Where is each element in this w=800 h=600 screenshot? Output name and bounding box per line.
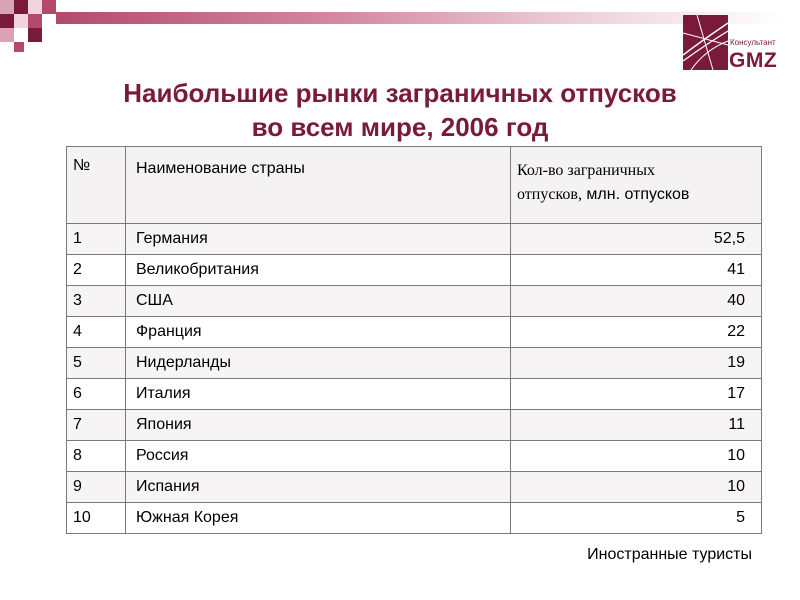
row-value: 41 <box>511 255 762 286</box>
row-value: 52,5 <box>511 224 762 255</box>
row-number: 3 <box>67 286 126 317</box>
row-country: Великобритания <box>126 255 511 286</box>
table-row <box>67 441 762 472</box>
row-country: Южная Корея <box>126 503 511 534</box>
row-country: Россия <box>126 441 511 472</box>
countries-table <box>66 146 762 534</box>
row-number: 8 <box>67 441 126 472</box>
row-value: 10 <box>511 472 762 503</box>
logo-big-text: GMZ <box>729 49 778 72</box>
title-line-2: во всем мире, 2006 год <box>251 112 549 142</box>
logo-mark-icon <box>683 15 728 70</box>
row-country: Нидерланды <box>126 348 511 379</box>
header-number: № <box>67 147 126 224</box>
header-gradient-bar <box>56 12 784 24</box>
table-row <box>67 255 762 286</box>
row-value: 17 <box>511 379 762 410</box>
table-row <box>67 472 762 503</box>
header-count <box>511 147 762 224</box>
row-country: Франция <box>126 317 511 348</box>
row-value: 10 <box>511 441 762 472</box>
table-header-row <box>67 147 762 224</box>
row-value: 22 <box>511 317 762 348</box>
row-number: 4 <box>67 317 126 348</box>
row-country: Германия <box>126 224 511 255</box>
row-number: 1 <box>67 224 126 255</box>
footnote: Иностранные туристы <box>587 546 752 563</box>
row-value: 11 <box>511 410 762 441</box>
table-row <box>67 348 762 379</box>
header-count-line-2-serif: отпусков, <box>517 186 582 203</box>
table-row <box>67 503 762 534</box>
row-number: 7 <box>67 410 126 441</box>
header-country-name: Наименование страны <box>126 147 511 224</box>
title-line-1: Наибольшие рынки заграничных отпусков <box>123 78 677 108</box>
header-count-line-2-sans: млн. отпусков <box>586 186 690 203</box>
gmz-logo <box>683 15 791 73</box>
row-number: 6 <box>67 379 126 410</box>
row-number: 9 <box>67 472 126 503</box>
row-number: 10 <box>67 503 126 534</box>
row-value: 19 <box>511 348 762 379</box>
row-country: Испания <box>126 472 511 503</box>
row-number: 2 <box>67 255 126 286</box>
row-country: США <box>126 286 511 317</box>
table-row <box>67 286 762 317</box>
row-country: Япония <box>126 410 511 441</box>
logo-small-text: Консультант <box>730 38 776 47</box>
header-count-line-2 <box>517 183 761 207</box>
header-count-line-1: Кол-во заграничных <box>517 162 655 179</box>
row-country: Италия <box>126 379 511 410</box>
page-title <box>0 76 800 144</box>
table-row <box>67 379 762 410</box>
row-value: 40 <box>511 286 762 317</box>
table-row <box>67 224 762 255</box>
row-number: 5 <box>67 348 126 379</box>
row-value: 5 <box>511 503 762 534</box>
table-row <box>67 410 762 441</box>
table-row <box>67 317 762 348</box>
